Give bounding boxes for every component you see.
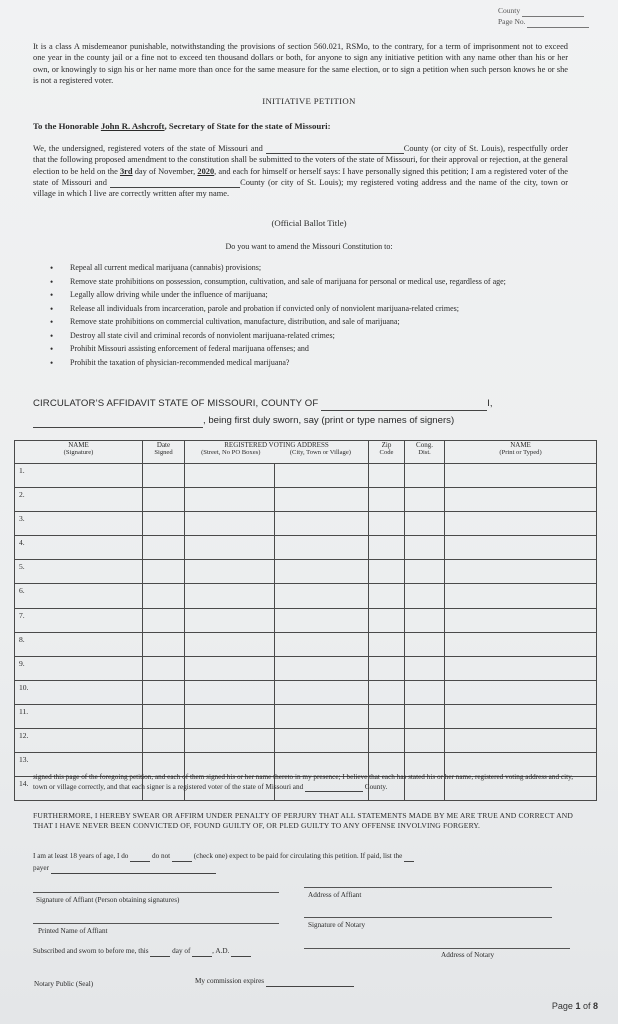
- city-cell[interactable]: [275, 536, 369, 560]
- secretary-name: John R. Ashcroft: [100, 121, 165, 131]
- zip-cell[interactable]: [369, 656, 405, 680]
- date-cell[interactable]: [143, 656, 185, 680]
- affiant-address-label: Address of Affiant: [308, 891, 362, 899]
- addressee-line: [33, 121, 331, 133]
- col-header-cong: Cong. Dist.: [405, 441, 445, 464]
- payer-blank-start: [404, 853, 414, 862]
- print-name-cell[interactable]: [445, 512, 597, 536]
- city-cell[interactable]: [275, 464, 369, 488]
- date-cell[interactable]: [143, 680, 185, 704]
- cong-cell[interactable]: [405, 608, 445, 632]
- bullet-text: Prohibit the taxation of physician-recommended medical marijuana?: [70, 357, 290, 367]
- print-name-cell[interactable]: [445, 488, 597, 512]
- affidavit-heading: CIRCULATOR’S AFFIDAVIT STATE OF MISSOURI, COUNTY OF: [33, 398, 319, 409]
- street-cell[interactable]: [185, 680, 275, 704]
- city-cell[interactable]: [275, 584, 369, 608]
- notary-signature-line[interactable]: [304, 917, 552, 918]
- print-name-cell[interactable]: [445, 729, 597, 753]
- affiant-signature-line[interactable]: [33, 892, 279, 893]
- date-cell[interactable]: [143, 608, 185, 632]
- payment-statement: [33, 850, 573, 874]
- table-row: [15, 488, 597, 512]
- affidavit-i: I,: [487, 398, 493, 409]
- age-text-1: I am at least 18 years of age, I do: [33, 852, 129, 860]
- col-header-print-name: NAME (Print or Typed): [445, 441, 597, 464]
- ballot-question: Do you want to amend the Missouri Constitution to:: [225, 242, 393, 251]
- col-header-zip: Zip Code: [369, 441, 405, 464]
- col-header-name: NAME (Signature): [15, 441, 143, 464]
- commission-blank[interactable]: [266, 978, 354, 987]
- city-cell[interactable]: [275, 608, 369, 632]
- payer-label: payer: [33, 864, 49, 873]
- page-of: of: [580, 1001, 593, 1011]
- do-not-checkbox-blank[interactable]: [172, 853, 192, 862]
- subscribed-text-b: day of: [172, 947, 191, 955]
- page-number: [552, 1000, 598, 1012]
- row-number[interactable]: 13.: [15, 753, 143, 777]
- county-blank-2: [110, 178, 240, 188]
- zip-cell[interactable]: [369, 632, 405, 656]
- table-row: [15, 729, 597, 753]
- addressee-suffix: , Secretary of State for the state of Missouri:: [164, 121, 331, 131]
- row-number[interactable]: 14.: [15, 777, 143, 801]
- bullet-item: [50, 290, 570, 301]
- city-cell[interactable]: [275, 656, 369, 680]
- furthermore-text: FURTHERMORE, I HEREBY SWEAR OR AFFIRM UNDER PENALTY OF PERJURY THAT ALL STATEMENTS MADE BY ME ARE TRUE AND CORRECT AND THAT I HAVE NEVER BEEN CONVICTED OF, FOUND GUILTY OF, OR PLED GUILTY TO ANY OFFENSE INVOLVING FORGERY.: [33, 811, 573, 830]
- street-cell[interactable]: [185, 584, 275, 608]
- cong-cell[interactable]: [405, 704, 445, 728]
- table-header-row: [15, 441, 597, 464]
- cong-cell[interactable]: [405, 536, 445, 560]
- ballot-bullets: [50, 263, 570, 371]
- cong-cell[interactable]: [405, 680, 445, 704]
- cong-cell[interactable]: [405, 584, 445, 608]
- bullet-dot-icon: •: [50, 330, 54, 341]
- county-page-box: [498, 6, 589, 28]
- zip-cell[interactable]: [369, 584, 405, 608]
- petition-body: [33, 143, 568, 200]
- affidavit-county-blank: [321, 399, 487, 411]
- zip-cell[interactable]: [369, 464, 405, 488]
- page-total: 8: [592, 1001, 598, 1011]
- subscribed-line: [33, 947, 251, 957]
- table-row: [15, 464, 597, 488]
- row-number[interactable]: 10.: [15, 680, 143, 704]
- affidavit-statement-county: County.: [364, 782, 388, 791]
- election-year: 2020: [197, 166, 215, 176]
- affiant-signature-label: Signature of Affiant (Person obtaining signatures): [36, 896, 180, 904]
- table-row: [15, 536, 597, 560]
- street-cell[interactable]: [185, 488, 275, 512]
- page-prefix: Page: [551, 1001, 576, 1011]
- zip-cell[interactable]: [369, 608, 405, 632]
- page-no-blank: [527, 27, 589, 28]
- date-cell[interactable]: [143, 488, 185, 512]
- bullet-item: [50, 304, 570, 315]
- street-cell[interactable]: [185, 704, 275, 728]
- row-number[interactable]: 3.: [15, 512, 143, 536]
- county-blank-1: [266, 144, 404, 154]
- table-row: [15, 704, 597, 728]
- table-row: [15, 584, 597, 608]
- subscribed-text-a: Subscribed and sworn to before me, this: [33, 947, 149, 955]
- bullet-dot-icon: •: [50, 303, 54, 314]
- zip-cell[interactable]: [369, 704, 405, 728]
- street-cell[interactable]: [185, 656, 275, 680]
- street-cell[interactable]: [185, 536, 275, 560]
- addressee-prefix: To the Honorable: [33, 121, 101, 131]
- row-number[interactable]: 6.: [15, 584, 143, 608]
- bullet-dot-icon: •: [50, 276, 54, 287]
- county-label: County: [498, 6, 521, 15]
- subscribed-text-c: , A.D.: [212, 947, 230, 955]
- commission-line: [195, 977, 354, 987]
- bullet-dot-icon: •: [50, 317, 54, 328]
- street-cell[interactable]: [185, 608, 275, 632]
- col-header-date: Date Signed: [143, 441, 185, 464]
- affidavit-sworn-text: , being first duly sworn, say (print or type names of signers): [203, 415, 455, 426]
- notary-public-label: Notary Public (Seal): [34, 980, 94, 988]
- warning-text: It is a class A misdemeanor punishable, notwithstanding the provisions of section 560.021, RSMo, to the contrary, for a term of imprisonment not to exceed one year in the county jail or a fine not to exceed ten thousand dollars or both, for anyone to sign any initiative petition with any name other than his or her own, or knowingly to sign his or her name more than once for the same measure for the same election, or to sign a petition when such person knows he or she is not a registered voter.: [33, 42, 568, 86]
- street-cell[interactable]: [185, 464, 275, 488]
- affiant-address-line[interactable]: [304, 887, 552, 888]
- bullet-item: [50, 358, 570, 369]
- ballot-title: (Official Ballot Title): [271, 218, 347, 228]
- row-number[interactable]: 4.: [15, 536, 143, 560]
- row-number[interactable]: 9.: [15, 656, 143, 680]
- print-name-cell[interactable]: [445, 680, 597, 704]
- printed-name-label: Printed Name of Affiant: [38, 927, 108, 935]
- date-cell[interactable]: [143, 729, 185, 753]
- body-part2: County (or city of St. Louis), respectfully order that the following proposed amendment to the constitution shall be submitted to the voters of the state of Missouri, for their approval or rejection, at the general election to be held on the: [33, 144, 569, 176]
- bullet-item: [50, 331, 570, 342]
- signature-table: [14, 440, 597, 801]
- year-blank[interactable]: [231, 948, 251, 957]
- bullet-text: Prohibit Missouri assisting enforcement of federal marijuana offenses; and: [70, 344, 309, 354]
- city-cell[interactable]: [275, 512, 369, 536]
- notary-address-line[interactable]: [304, 948, 570, 949]
- bullet-item: [50, 263, 570, 274]
- print-name-cell[interactable]: [445, 584, 597, 608]
- notary-address-label: Address of Notary: [441, 951, 495, 959]
- row-number[interactable]: 5.: [15, 560, 143, 584]
- table-row: [15, 680, 597, 704]
- table-row: [15, 608, 597, 632]
- row-number[interactable]: 12.: [15, 729, 143, 753]
- bullet-text: Remove state prohibitions on commercial cultivation, manufacture, distribution, and sale of marijuana;: [70, 317, 400, 327]
- cong-cell[interactable]: [405, 488, 445, 512]
- city-cell[interactable]: [275, 488, 369, 512]
- zip-cell[interactable]: [369, 536, 405, 560]
- bullet-text: Release all individuals from incarceration, parole and probation if convicted only of nonviolent marijuana-related crimes;: [70, 303, 459, 313]
- date-cell[interactable]: [143, 632, 185, 656]
- print-name-cell[interactable]: [445, 704, 597, 728]
- city-cell[interactable]: [275, 560, 369, 584]
- street-cell[interactable]: [185, 632, 275, 656]
- print-name-cell[interactable]: [445, 632, 597, 656]
- notary-signature-label: Signature of Notary: [308, 921, 366, 929]
- print-name-cell[interactable]: [445, 656, 597, 680]
- bullet-item: [50, 344, 570, 355]
- zip-cell[interactable]: [369, 488, 405, 512]
- bullet-text: Destroy all state civil and criminal records of nonviolent marijuana-related crimes;: [70, 330, 335, 340]
- election-day: 3rd: [119, 166, 133, 176]
- bullet-text: Legally allow driving while under the influence of marijuana;: [70, 290, 268, 300]
- col-header-address: REGISTERED VOTING ADDRESS (Street, No PO Boxes) (City, Town or Village): [185, 441, 369, 464]
- bullet-dot-icon: •: [50, 290, 54, 301]
- affidavit-statement-text: signed this page of the foregoing petition, and each of them signed his or her name thereto in my presence; I believe that each has stated his or her name, registered voting address and city, town or village correctly, and that each signer is a registered voter of the state of Missouri and: [33, 773, 573, 791]
- body-part5: County (or city of St. Louis); my registered voting address and the name of the city, town or village in which I live are correctly written after my name.: [33, 178, 568, 199]
- print-name-cell[interactable]: [445, 560, 597, 584]
- cong-cell[interactable]: [405, 560, 445, 584]
- affidavit-line-1: [33, 398, 493, 411]
- bullet-item: [50, 317, 570, 328]
- body-part4: , and each for himself or herself says: I have personally signed this petition; I am a registered voter of the state of Missouri and: [33, 166, 569, 188]
- cong-cell[interactable]: [405, 656, 445, 680]
- print-name-cell[interactable]: [445, 464, 597, 488]
- commission-label: My commission expires: [195, 977, 265, 985]
- affidavit-line-2: [33, 415, 454, 428]
- printed-name-line[interactable]: [33, 923, 279, 924]
- petition-title: INITIATIVE PETITION: [262, 96, 356, 106]
- table-row: [15, 632, 597, 656]
- street-cell[interactable]: [185, 729, 275, 753]
- date-cell[interactable]: [143, 560, 185, 584]
- affidavit-county-blank-2: [305, 783, 363, 792]
- row-number[interactable]: 7.: [15, 608, 143, 632]
- table-row: [15, 560, 597, 584]
- row-number[interactable]: 8.: [15, 632, 143, 656]
- affiant-name-blank: [33, 416, 203, 428]
- row-number[interactable]: 1.: [15, 464, 143, 488]
- zip-cell[interactable]: [369, 512, 405, 536]
- day-blank[interactable]: [150, 948, 170, 957]
- cong-cell[interactable]: [405, 729, 445, 753]
- row-number[interactable]: 11.: [15, 704, 143, 728]
- affidavit-statement: [33, 773, 573, 792]
- zip-cell[interactable]: [369, 680, 405, 704]
- city-cell[interactable]: [275, 632, 369, 656]
- print-name-cell[interactable]: [445, 536, 597, 560]
- date-cell[interactable]: [143, 536, 185, 560]
- street-cell[interactable]: [185, 560, 275, 584]
- date-cell[interactable]: [143, 512, 185, 536]
- date-cell[interactable]: [143, 584, 185, 608]
- date-cell[interactable]: [143, 464, 185, 488]
- age-text-2: do not: [152, 852, 171, 860]
- city-cell[interactable]: [275, 680, 369, 704]
- month-blank[interactable]: [192, 948, 212, 957]
- payer-blank[interactable]: [51, 865, 216, 874]
- bullet-text: Remove state prohibitions on possession, consumption, cultivation, and sale of marijuana for personal or medical use, regardless of age;: [70, 276, 506, 286]
- bullet-text: Repeal all current medical marijuana (cannabis) provisions;: [70, 263, 262, 272]
- cong-cell[interactable]: [405, 464, 445, 488]
- table-row: [15, 656, 597, 680]
- page-no-label: Page No.: [498, 16, 526, 26]
- zip-cell[interactable]: [369, 560, 405, 584]
- cong-cell[interactable]: [405, 632, 445, 656]
- city-cell[interactable]: [275, 729, 369, 753]
- bullet-item: [50, 277, 570, 288]
- age-text-3: (check one) expect to be paid for circulating this petition. If paid, list the: [193, 852, 403, 860]
- city-cell[interactable]: [275, 704, 369, 728]
- zip-cell[interactable]: [369, 729, 405, 753]
- do-checkbox-blank[interactable]: [130, 853, 150, 862]
- bullet-dot-icon: •: [50, 357, 54, 368]
- body-part1: We, the undersigned, registered voters of the state of Missouri and: [33, 144, 263, 153]
- print-name-cell[interactable]: [445, 608, 597, 632]
- row-number[interactable]: 2.: [15, 488, 143, 512]
- body-part3: day of November,: [134, 166, 196, 176]
- page-current: 1: [575, 1001, 581, 1011]
- date-cell[interactable]: [143, 704, 185, 728]
- bullet-dot-icon: •: [50, 263, 54, 273]
- bullet-dot-icon: •: [50, 344, 54, 355]
- cong-cell[interactable]: [405, 512, 445, 536]
- table-row: [15, 512, 597, 536]
- street-cell[interactable]: [185, 512, 275, 536]
